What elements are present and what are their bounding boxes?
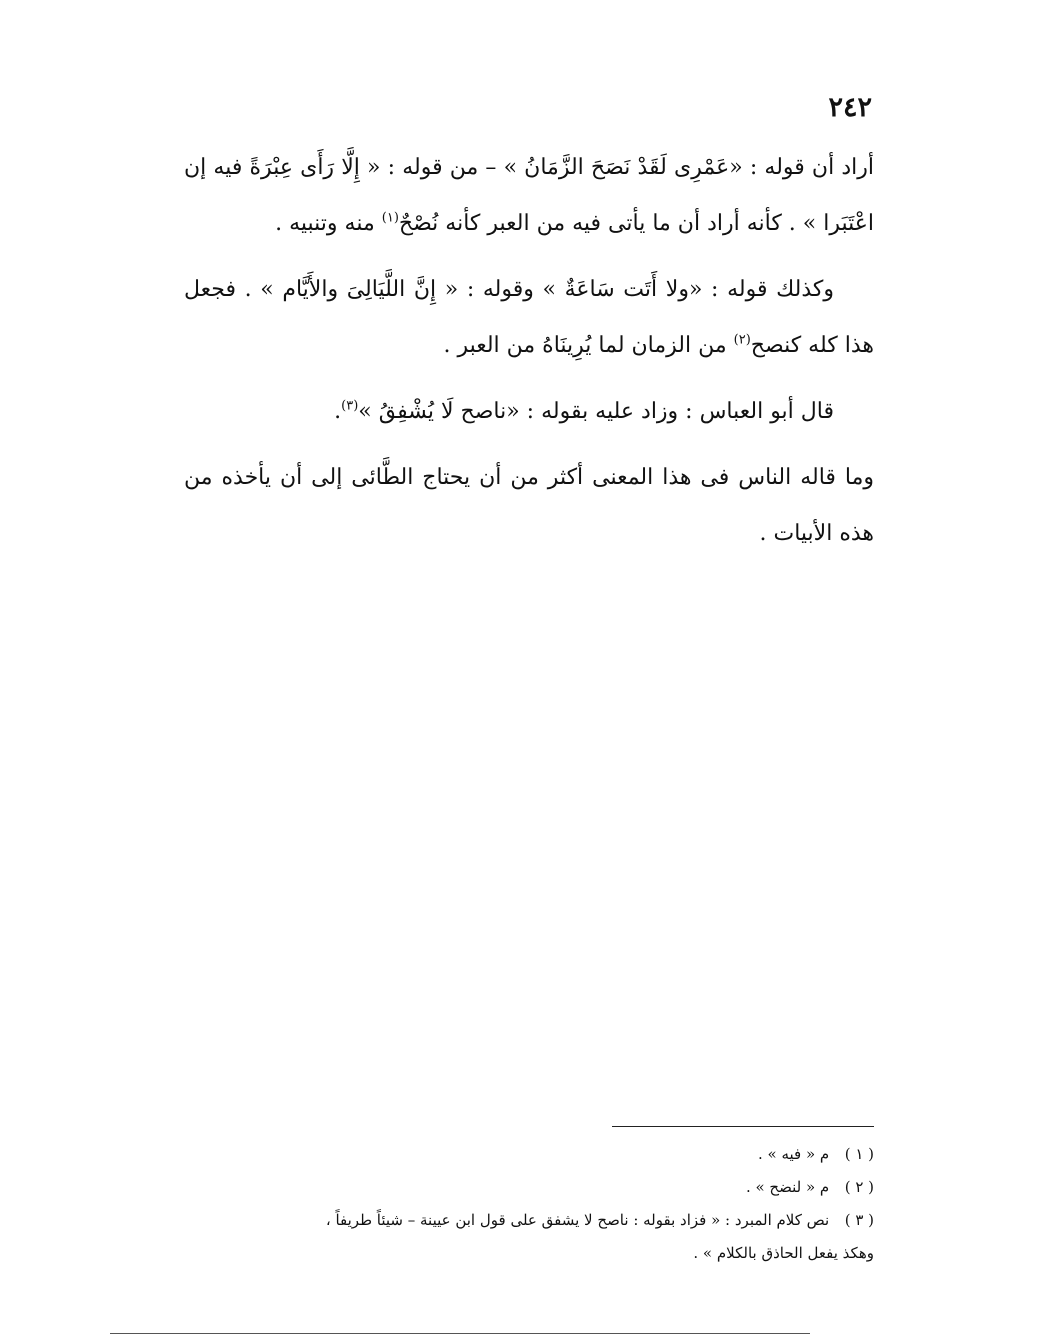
footnote-text: م « فيه » . [757,1145,830,1163]
paragraph-4 [184,450,874,562]
paragraph-1-text-a: أراد أن قوله : «عَمْرِى لَقَدْ نَصَحَ الزَّمَانُ » – من قوله : « إِلَّا رَأَى عِبْرَةً فيه إن اعْتَبَرا » . كأنه أراد أن ما يأتى فيه من العبر كأنه نُصْحٌ [184,155,874,236]
footnote-2 [184,1171,874,1204]
paragraph-4-text: وما قاله الناس فى هذا المعنى أكثر من أن يحتاج الطَّائى إلى أن يأخذه من هذه الأبيات . [184,465,874,546]
footnote-3-continuation: وهكذ يفعل الحاذق بالكلام » . [693,1244,874,1262]
paragraph-3-text-b: . [334,399,342,424]
footnote-number: ( ٢ ) [844,1178,874,1196]
page-bottom-line [110,1333,810,1334]
footnote-text: م « لنضح » . [745,1178,830,1196]
footnote-ref-1: (١) [381,210,399,226]
footnote-3 [184,1204,874,1237]
footnotes [184,1138,874,1270]
footnote-ref-3: (٣) [341,398,359,414]
paragraph-1 [184,140,874,252]
paragraph-2-text-a: وكذلك قوله : «ولا أَتَت سَاعَةٌ » وقوله : « إِنَّ اللَّيَالِىَ والأَيَّام » . فجعل هذا كله كنصح [184,277,874,358]
paragraph-1-text-b: منه وتنبيه . [275,211,382,236]
paragraph-3 [184,384,874,440]
page-number: ٢٤٢ [828,92,872,123]
footnote-number: ( ٣ ) [844,1211,874,1229]
footnote-divider [612,1126,874,1127]
footnote-1 [184,1138,874,1171]
paragraph-2-text-b: من الزمان لما يُرِينَاهُ من العبر . [443,333,734,358]
main-text [184,140,874,572]
footnote-number: ( ١ ) [844,1145,874,1163]
footnote-ref-2: (٢) [733,332,751,348]
paragraph-3-text-a: قال أبو العباس : وزاد عليه بقوله : «ناصح لَا يُشْفِقُ » [358,399,834,424]
footnote-text: نص كلام المبرد : « فزاد بقوله : ناصح لا يشفق على قول ابن عيينة – شيئاً طريفاً ، [325,1211,830,1229]
paragraph-2 [184,262,874,374]
